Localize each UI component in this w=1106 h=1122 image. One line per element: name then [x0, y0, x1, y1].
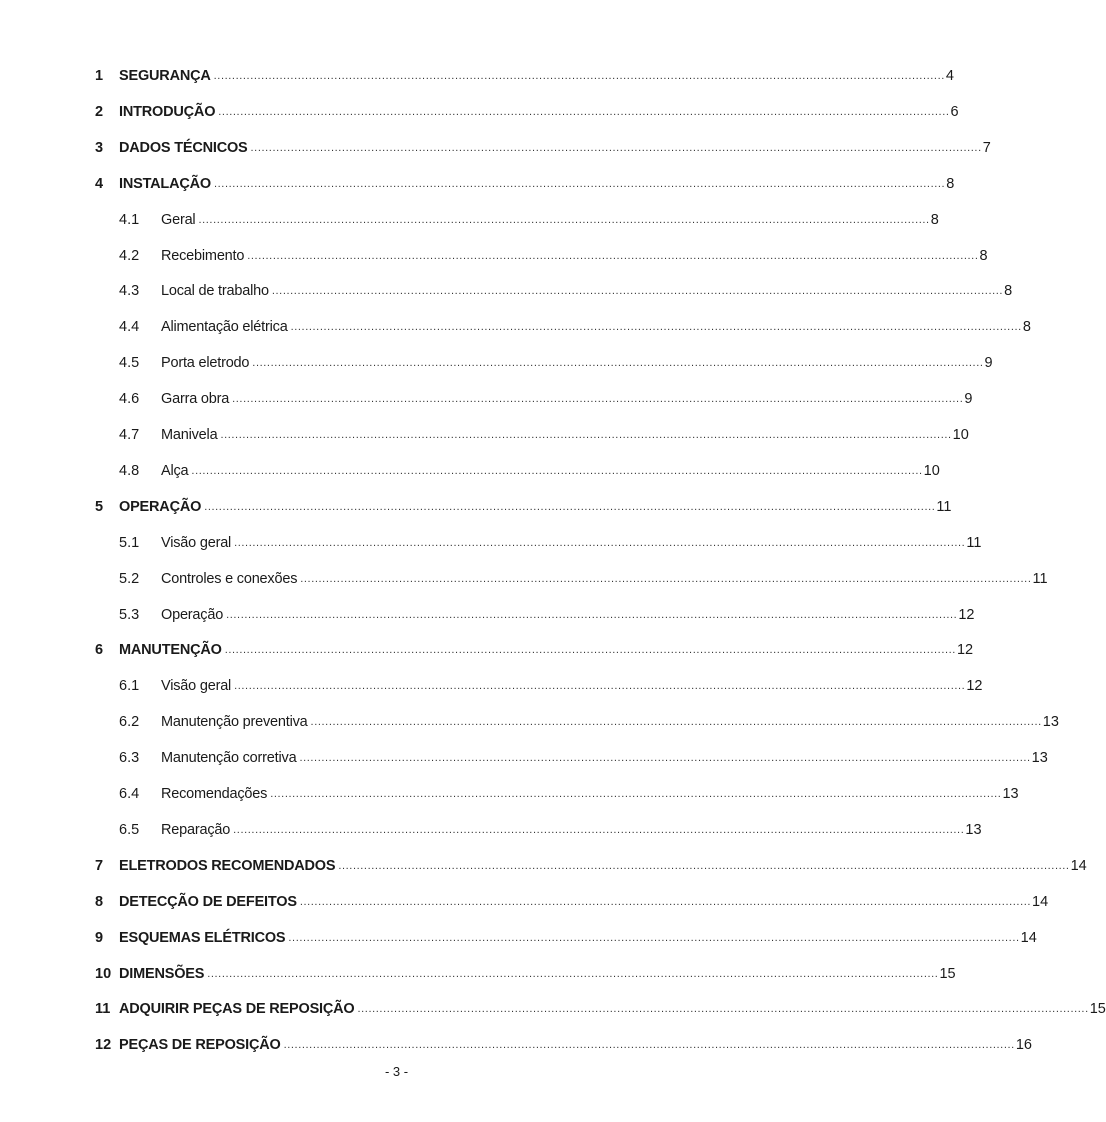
toc-entry-page: 13 — [1042, 714, 1059, 731]
toc-entry-title: Recomendações — [161, 786, 268, 802]
toc-entry-number: 2 — [95, 103, 104, 120]
toc-entry-number: 5.3 — [119, 606, 140, 623]
toc-entry-title: Operação — [161, 606, 224, 623]
toc-entry-page: 14 — [1020, 929, 1037, 946]
toc-dot-leader: ........................................................................................................................................................................................................ — [191, 464, 923, 477]
toc-dot-leader: ........................................................................................................................................................................................................ — [283, 1039, 1015, 1052]
toc-entry[interactable] — [95, 964, 956, 984]
toc-entry[interactable] — [119, 784, 1019, 804]
toc-dot-leader: ........................................................................................................................................................................................................ — [232, 393, 964, 406]
toc-entry[interactable] — [95, 66, 954, 86]
toc-entry-number: 10 — [95, 965, 112, 982]
toc-entry[interactable] — [95, 892, 1049, 912]
toc-entry[interactable] — [119, 605, 975, 625]
toc-entry-page: 8 — [930, 211, 939, 228]
toc-entry-page: 14 — [1032, 893, 1049, 910]
toc-entry[interactable] — [119, 210, 939, 230]
toc-entry-number: 4.8 — [119, 462, 140, 479]
toc-entry-page: 15 — [1089, 1001, 1106, 1018]
toc-entry[interactable] — [119, 569, 1048, 589]
toc-entry-page: 7 — [982, 139, 991, 156]
toc-entry-title: INTRODUÇÃO — [119, 103, 216, 120]
toc-entry-number: 9 — [95, 929, 104, 946]
toc-dot-leader: ........................................................................................................................................................................................................ — [234, 680, 966, 693]
toc-dot-leader: ........................................................................................................................................................................................................ — [207, 967, 939, 980]
toc-entry-number: 4.4 — [119, 319, 140, 336]
toc-dot-leader: ........................................................................................................................................................................................................ — [233, 823, 965, 836]
toc-entry[interactable] — [95, 1035, 1032, 1055]
toc-entry-number: 6.3 — [119, 750, 140, 767]
toc-entry-number: 4.2 — [119, 247, 140, 264]
toc-entry-page: 10 — [952, 427, 969, 443]
toc-entry-page: 11 — [936, 498, 952, 515]
toc-entry-number: 12 — [95, 1037, 112, 1054]
toc-dot-leader: ........................................................................................................................................................................................................ — [271, 285, 1004, 298]
toc-entry-page: 13 — [965, 821, 982, 838]
toc-entry-title: Visão geral — [161, 534, 232, 551]
toc-entry[interactable] — [119, 317, 1031, 337]
toc-dot-leader: ........................................................................................................................................................................................................ — [357, 1003, 1089, 1016]
toc-dot-leader: ........................................................................................................................................................................................................ — [299, 895, 1032, 908]
toc-entry-title: DETECÇÃO DE DEFEITOS — [119, 893, 297, 910]
toc-entry-title: DIMENSÕES — [119, 965, 205, 982]
toc-entry-title: INSTALAÇÃO — [119, 175, 211, 192]
toc-entry-title: ESQUEMAS ELÉTRICOS — [119, 929, 286, 946]
toc-entry-page: 10 — [923, 462, 940, 479]
page-number: - 3 - — [384, 1064, 409, 1079]
toc-entry[interactable] — [95, 174, 955, 194]
toc-dot-leader: ........................................................................................................................................................................................................ — [300, 572, 1032, 585]
toc-entry[interactable] — [119, 712, 1059, 732]
toc-entry[interactable] — [119, 820, 982, 840]
toc-entry-page: 9 — [984, 355, 993, 372]
toc-entry-title: ADQUIRIR PEÇAS DE REPOSIÇÃO — [119, 1001, 355, 1018]
toc-entry-page: 12 — [958, 606, 975, 623]
toc-entry-title: Manutenção preventiva — [161, 714, 308, 731]
toc-entry-title: Controles e conexões — [161, 570, 298, 587]
toc-dot-leader: ........................................................................................................................................................................................................ — [338, 859, 1070, 872]
toc-dot-leader: ........................................................................................................................................................................................................ — [220, 429, 952, 441]
toc-entry[interactable] — [119, 461, 940, 481]
toc-dot-leader: ........................................................................................................................................................................................................ — [310, 716, 1042, 729]
toc-entry-title: DADOS TÉCNICOS — [119, 139, 248, 156]
toc-entry-page: 4 — [945, 68, 954, 84]
toc-entry-page: 16 — [1015, 1037, 1032, 1054]
toc-entry-number: 6.2 — [119, 714, 140, 731]
toc-entry[interactable] — [95, 999, 1106, 1019]
toc-entry-title: Alimentação elétrica — [161, 319, 288, 336]
toc-entry-title: Alça — [161, 462, 189, 479]
toc-entry-number: 4.5 — [119, 355, 140, 372]
toc-dot-leader: ........................................................................................................................................................................................................ — [213, 177, 946, 190]
toc-entry-page: 13 — [1002, 786, 1019, 802]
toc-dot-leader: ........................................................................................................................................................................................................ — [250, 141, 982, 154]
toc-entry-title: Manivela — [161, 427, 218, 443]
toc-entry-number: 4.6 — [119, 391, 140, 408]
toc-entry[interactable] — [119, 246, 988, 266]
toc-entry-number: 6.4 — [119, 786, 140, 802]
toc-dot-leader: ........................................................................................................................................................................................................ — [213, 70, 945, 82]
toc-dot-leader: ........................................................................................................................................................................................................ — [204, 500, 936, 513]
toc-entry-number: 11 — [95, 1001, 111, 1018]
toc-entry[interactable] — [119, 281, 1013, 301]
toc-entry-number: 4.1 — [119, 211, 140, 228]
toc-entry-title: Garra obra — [161, 391, 230, 408]
toc-entry-number: 5.1 — [119, 534, 140, 551]
toc-dot-leader: ........................................................................................................................................................................................................ — [226, 608, 958, 621]
toc-entry-title: Local de trabalho — [161, 283, 269, 300]
toc-entry-page: 14 — [1070, 857, 1087, 874]
toc-entry-page: 6 — [950, 103, 959, 120]
toc-entry-page: 8 — [946, 175, 955, 192]
toc-entry-title: Porta eletrodo — [161, 355, 250, 372]
toc-entry-title: Recebimento — [161, 247, 245, 264]
toc-entry[interactable] — [119, 533, 982, 553]
toc-dot-leader: ........................................................................................................................................................................................................ — [234, 536, 966, 549]
toc-entry[interactable] — [95, 856, 1087, 876]
toc-entry-page: 9 — [964, 391, 973, 408]
toc-entry[interactable] — [95, 928, 1037, 948]
toc-entry-page: 8 — [979, 247, 988, 264]
toc-entry-title: Reparação — [161, 821, 231, 838]
toc-entry-page: 13 — [1031, 750, 1048, 767]
toc-entry-title: Visão geral — [161, 678, 232, 695]
toc-entry[interactable] — [95, 497, 952, 517]
toc-dot-leader: ........................................................................................................................................................................................................ — [218, 105, 950, 118]
toc-entry-number: 6 — [95, 642, 104, 659]
toc-entry-title: SEGURANÇA — [119, 68, 211, 84]
toc-entry-number: 4 — [95, 175, 104, 192]
toc-entry-title: ELETRODOS RECOMENDADOS — [119, 857, 336, 874]
toc-entry-page: 11 — [966, 534, 982, 551]
toc-entry[interactable] — [119, 353, 993, 373]
toc-dot-leader: ........................................................................................................................................................................................................ — [247, 249, 979, 262]
toc-dot-leader: ........................................................................................................................................................................................................ — [224, 644, 956, 657]
toc-entry[interactable] — [119, 425, 969, 445]
toc-entry-number: 6.1 — [119, 678, 140, 695]
toc-entry-title: Geral — [161, 211, 196, 228]
toc-dot-leader: ........................................................................................................................................................................................................ — [198, 213, 930, 226]
toc-entry-number: 8 — [95, 893, 104, 910]
toc-entry[interactable] — [95, 138, 991, 158]
toc-entry[interactable] — [119, 748, 1048, 768]
toc-entry-number: 3 — [95, 139, 104, 156]
toc-dot-leader: ........................................................................................................................................................................................................ — [290, 321, 1022, 334]
toc-entry-page: 8 — [1022, 319, 1031, 336]
toc-entry-number: 4.7 — [119, 427, 140, 443]
toc-dot-leader: ........................................................................................................................................................................................................ — [288, 931, 1020, 944]
toc-entry-title: PEÇAS DE REPOSIÇÃO — [119, 1037, 281, 1054]
toc-entry-page: 12 — [956, 642, 974, 659]
toc-entry-page: 8 — [1004, 283, 1013, 300]
toc-entry-number: 6.5 — [119, 821, 140, 838]
toc-entry-number: 1 — [95, 68, 104, 84]
toc-entry-title: MANUTENÇÃO — [119, 642, 222, 659]
toc-entry-title: Manutenção corretiva — [161, 750, 297, 767]
toc-entry-number: 4.3 — [119, 283, 140, 300]
toc-entry-number: 5 — [95, 498, 104, 515]
toc-entry-page: 15 — [939, 965, 956, 982]
toc-entry-page: 12 — [966, 678, 983, 695]
toc-entry-number: 7 — [95, 857, 104, 874]
toc-entry[interactable] — [119, 676, 983, 696]
toc-entry[interactable] — [95, 102, 959, 122]
toc-entry-title: OPERAÇÃO — [119, 498, 202, 515]
toc-entry[interactable] — [95, 640, 974, 660]
toc-dot-leader: ........................................................................................................................................................................................................ — [299, 752, 1031, 765]
toc-dot-leader: ........................................................................................................................................................................................................ — [270, 788, 1002, 800]
toc-dot-leader: ........................................................................................................................................................................................................ — [252, 357, 984, 370]
toc-entry-number: 5.2 — [119, 570, 140, 587]
toc-entry-page: 11 — [1032, 570, 1048, 587]
toc-entry[interactable] — [119, 389, 973, 409]
